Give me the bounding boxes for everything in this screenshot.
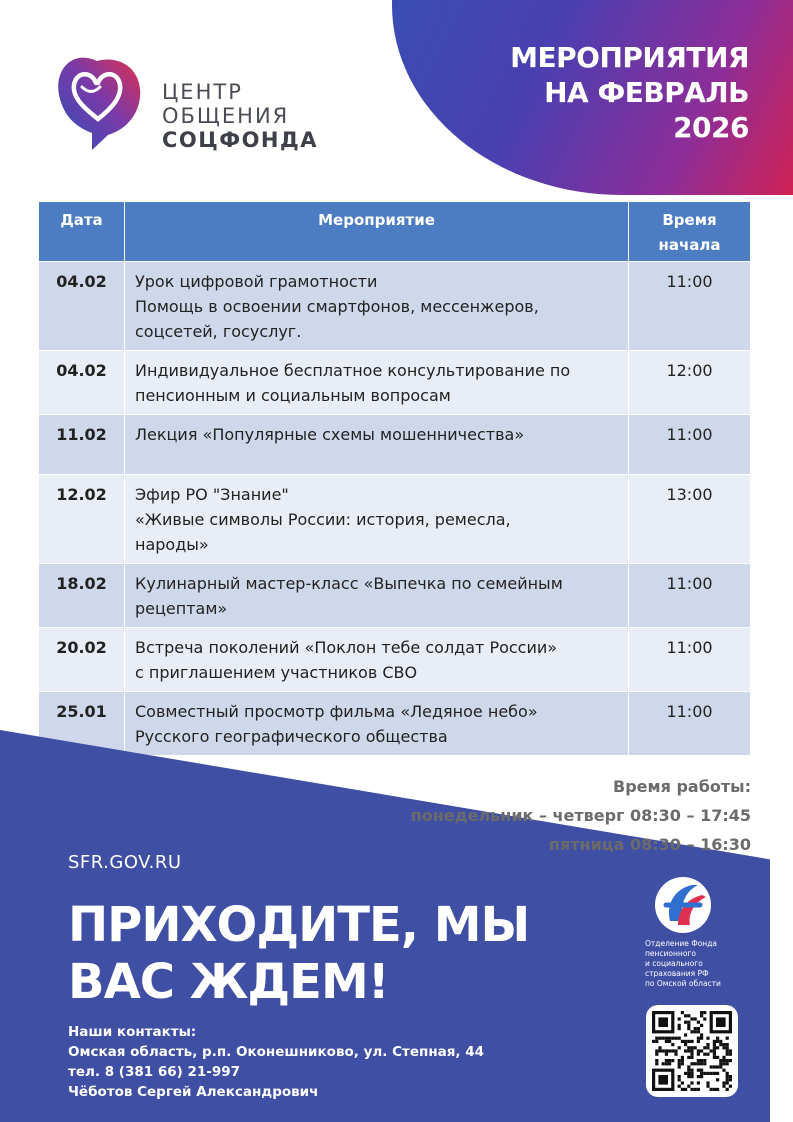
contacts-phone: тел. 8 (381 66) 21-997 [68,1064,241,1080]
event-description [125,564,629,628]
poster-title-line: 2026 [673,111,749,144]
logo-line: СОЦФОНДА [162,128,318,152]
event-description [125,475,629,564]
table-row [39,564,751,628]
event-line: Урок цифровой грамотности [135,272,378,291]
events-table [38,201,751,756]
working-hours-friday: пятница 08:30 – 16:30 [548,835,751,854]
column-header-date: Дата [39,202,125,262]
column-header-time [629,202,751,262]
event-line: рецептам» [135,599,228,618]
event-line: пенсионным и социальным вопросам [135,386,451,405]
table-row [39,692,751,756]
event-line: Совместный просмотр фильма «Ледяное небо» [135,702,538,721]
event-date: 11.02 [39,415,125,475]
event-time: 11:00 [629,415,751,475]
event-line: Лекция «Популярные схемы мошенничества» [135,425,525,444]
poster-title [409,40,749,145]
event-line: Кулинарный мастер-класс «Выпечка по семейным [135,574,563,593]
column-header-event: Мероприятие [125,202,629,262]
qr-code[interactable] [646,1005,738,1097]
table-row [39,628,751,692]
event-time: 11:00 [629,628,751,692]
heart-speech-bubble-logo-icon [52,53,142,153]
org-name-line: по Омской области [645,979,721,988]
event-time: 12:00 [629,351,751,415]
org-name-line: страхования РФ [645,969,709,978]
logo-line: ОБЩЕНИЯ [162,104,290,128]
event-date: 12.02 [39,475,125,564]
event-description [125,692,629,756]
org-name-line: Отделение Фонда [645,939,717,948]
event-line: Встреча поколений «Поклон тебе солдат России» [135,638,558,657]
cta-line: ПРИХОДИТЕ, МЫ [68,897,530,953]
sfr-logo-icon [648,875,718,935]
website-link[interactable]: SFR.GOV.RU [68,852,182,873]
column-header-time-line: начала [658,236,721,254]
poster-title-line: МЕРОПРИЯТИЯ [510,41,749,74]
contacts-person: Чёботов Сергей Александрович [68,1084,319,1100]
event-time: 11:00 [629,692,751,756]
logo-line: ЦЕНТР [162,80,243,104]
table-row [39,351,751,415]
event-date: 04.02 [39,351,125,415]
event-date: 18.02 [39,564,125,628]
org-name-line: и социального [645,959,703,968]
working-hours-title: Время работы: [613,777,751,796]
logo-wordmark [162,80,318,152]
event-description [125,351,629,415]
event-time: 11:00 [629,262,751,351]
event-line: с приглашением участников СВО [135,663,418,682]
event-description [125,628,629,692]
contacts-block [68,1022,484,1102]
event-line: Русского географического общества [135,727,448,746]
table-row [39,475,751,564]
poster-title-line: НА ФЕВРАЛЬ [544,76,749,109]
event-date: 04.02 [39,262,125,351]
event-line: Эфир РО "Знание" [135,485,289,504]
column-header-time-line: Время [662,211,717,229]
event-line: «Живые символы России: история, ремесла, [135,510,511,529]
event-description [125,262,629,351]
event-date: 25.01 [39,692,125,756]
working-hours [411,772,751,859]
event-time: 11:00 [629,564,751,628]
table-header-row [39,202,751,262]
org-name [645,939,721,989]
contacts-title: Наши контакты: [68,1024,197,1040]
contacts-address: Омская область, р.п. Оконешниково, ул. Степная, 44 [68,1044,485,1060]
working-hours-weekdays: понедельник – четверг 08:30 – 17:45 [410,806,751,825]
event-date: 20.02 [39,628,125,692]
table-row [39,262,751,351]
event-line: Помощь в освоении смартфонов, мессенжеров, [135,297,539,316]
event-line: народы» [135,535,209,554]
event-line: соцсетей, госуслуг. [135,322,302,341]
qr-code-icon [652,1011,732,1091]
org-name-line: пенсионного [645,949,696,958]
table-row [39,415,751,475]
event-time: 13:00 [629,475,751,564]
event-line: Индивидуальное бесплатное консультирование по [135,361,571,380]
event-description [125,415,629,475]
call-to-action [68,897,529,1011]
cta-line: ВАС ЖДЕМ! [68,954,389,1010]
